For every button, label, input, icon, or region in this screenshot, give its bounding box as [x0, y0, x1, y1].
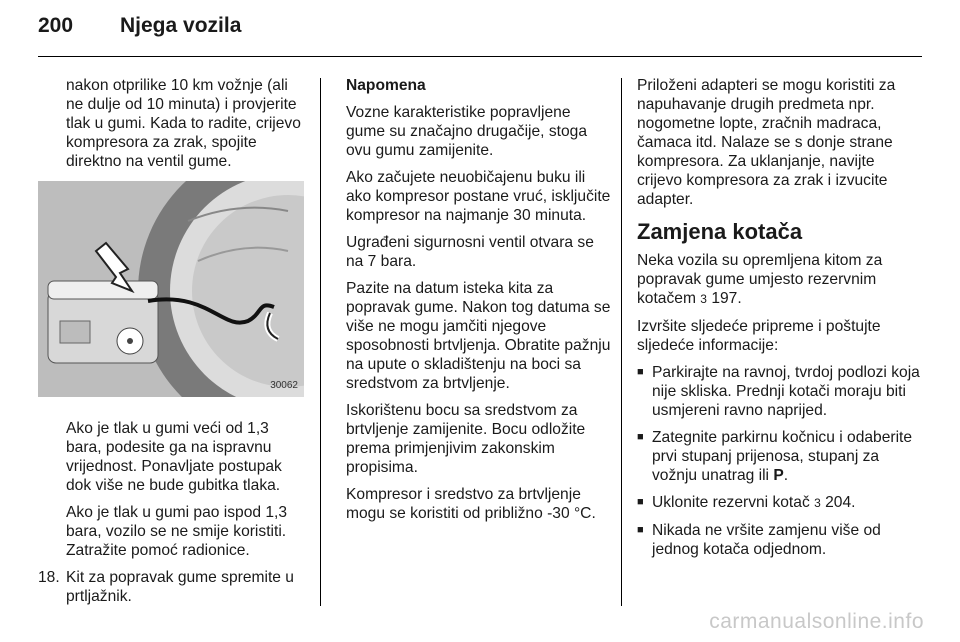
reference-arrow-icon: 3 [700, 292, 707, 306]
column-3 [637, 76, 921, 567]
section-heading: Zamjena kotača [637, 219, 803, 244]
list-item: ■ Parkirajte na ravnoj, tvrdoj podlozi koja nije skliska. Prednji kotači moraju biti usmjereni ravno naprijed. [637, 364, 920, 419]
page-reference-link[interactable]: 204. [825, 494, 856, 511]
paragraph-noise: Ako začujete neuobičajenu buku ili ako kompresor postane vruć, isključite kompresor na najmanje 30 minuta. [346, 169, 611, 224]
list-item: ■ Uklonite rezervni kotač 3 204. [637, 494, 856, 511]
bullet-square-icon: ■ [637, 496, 644, 508]
paragraph-adapters: Priloženi adapteri se mogu koristiti za napuhavanje drugih predmeta npr. nogometne lopte, zračnih madraca, čamaca itd. Nalaze se s donje strane kompresora. Za uklanjanje, navijte crijevo kompresora za zrak i izvucite adapter. [637, 77, 896, 208]
chapter-title: Njega vozila [120, 14, 242, 37]
list-item: ■ Zategnite parkirnu kočnicu i odaberite prvi stupanj prijenosa, stupanj za vožnju unatrag ili P. [637, 429, 913, 484]
page-reference-link[interactable]: 197. [711, 290, 742, 307]
paragraph-disposal: Iskorištenu bocu sa sredstvom za brtvljenje zamijenite. Bocu odložite prema primjenjivim zakonskim propisima. [346, 402, 586, 476]
reference-arrow-icon: 3 [814, 496, 821, 510]
column-divider-1 [320, 78, 321, 606]
intro-paragraph: nakon otprilike 10 km vožnje (ali ne dulje od 10 minuta) i provjerite tlak u gumi. Kada to radite, crijevo kompresora za zrak, spojite direktno na ventil gume. [66, 77, 301, 170]
step-text: Kit za popravak gume spremite u prtljažnik. [66, 569, 294, 605]
page-number: 200 [38, 14, 74, 37]
bullet-square-icon: ■ [637, 366, 644, 378]
step-18 [38, 568, 306, 606]
preparation-list [637, 363, 921, 559]
header-rule [38, 56, 922, 57]
paragraph-repair-kit: Neka vozila su opremljena kitom za popravak gume umjesto rezervnim kotačem 3 197. [637, 252, 883, 307]
column-1 [38, 76, 306, 614]
note-text: Vozne karakteristike popravljene gume su značajno drugačije, stoga ovu gumu zamijenite. [346, 104, 587, 159]
paragraph-temperature: Kompresor i sredstvo za brtvljenje mogu se koristiti od približno -30 °C. [346, 486, 596, 522]
paragraph-expiry: Pazite na datum isteka kita za popravak gume. Nakon tog datuma se više ne mogu jamčiti njegove sposobnosti brtvljenja. Obratite pažnju na upute o skladištenju na boci sa sredstvom za brtvljenje. [346, 280, 611, 392]
paragraph-pressure-low: Ako je tlak u gumi pao ispod 1,3 bara, vozilo se ne smije koristiti. Zatražite pomoć radionice. [66, 504, 288, 559]
list-item: ■ Nikada ne vršite zamjenu više od jednog kotača odjednom. [637, 522, 881, 558]
bullet-square-icon: ■ [637, 524, 644, 536]
compressor-illustration [38, 181, 304, 397]
bullet-square-icon: ■ [637, 431, 644, 443]
page-header [38, 14, 241, 38]
paragraph-safety-valve: Ugrađeni sigurnosni ventil otvara se na 7 bara. [346, 234, 594, 270]
column-divider-2 [621, 78, 622, 606]
note-title: Napomena [346, 77, 426, 94]
step-number: 18. [38, 569, 60, 586]
paragraph-preparations: Izvršite sljedeće pripreme i poštujte sljedeće informacije: [637, 318, 881, 354]
watermark: carmanualsonline.info [709, 610, 924, 633]
paragraph-pressure-high: Ako je tlak u gumi veći od 1,3 bara, podesite ga na ispravnu vrijednost. Ponavljate postupak dok više ne bude gubitka tlaka. [66, 420, 282, 494]
column-2 [346, 76, 612, 531]
figure-code: 30062 [270, 380, 298, 391]
gear-p-label: P [773, 467, 784, 484]
